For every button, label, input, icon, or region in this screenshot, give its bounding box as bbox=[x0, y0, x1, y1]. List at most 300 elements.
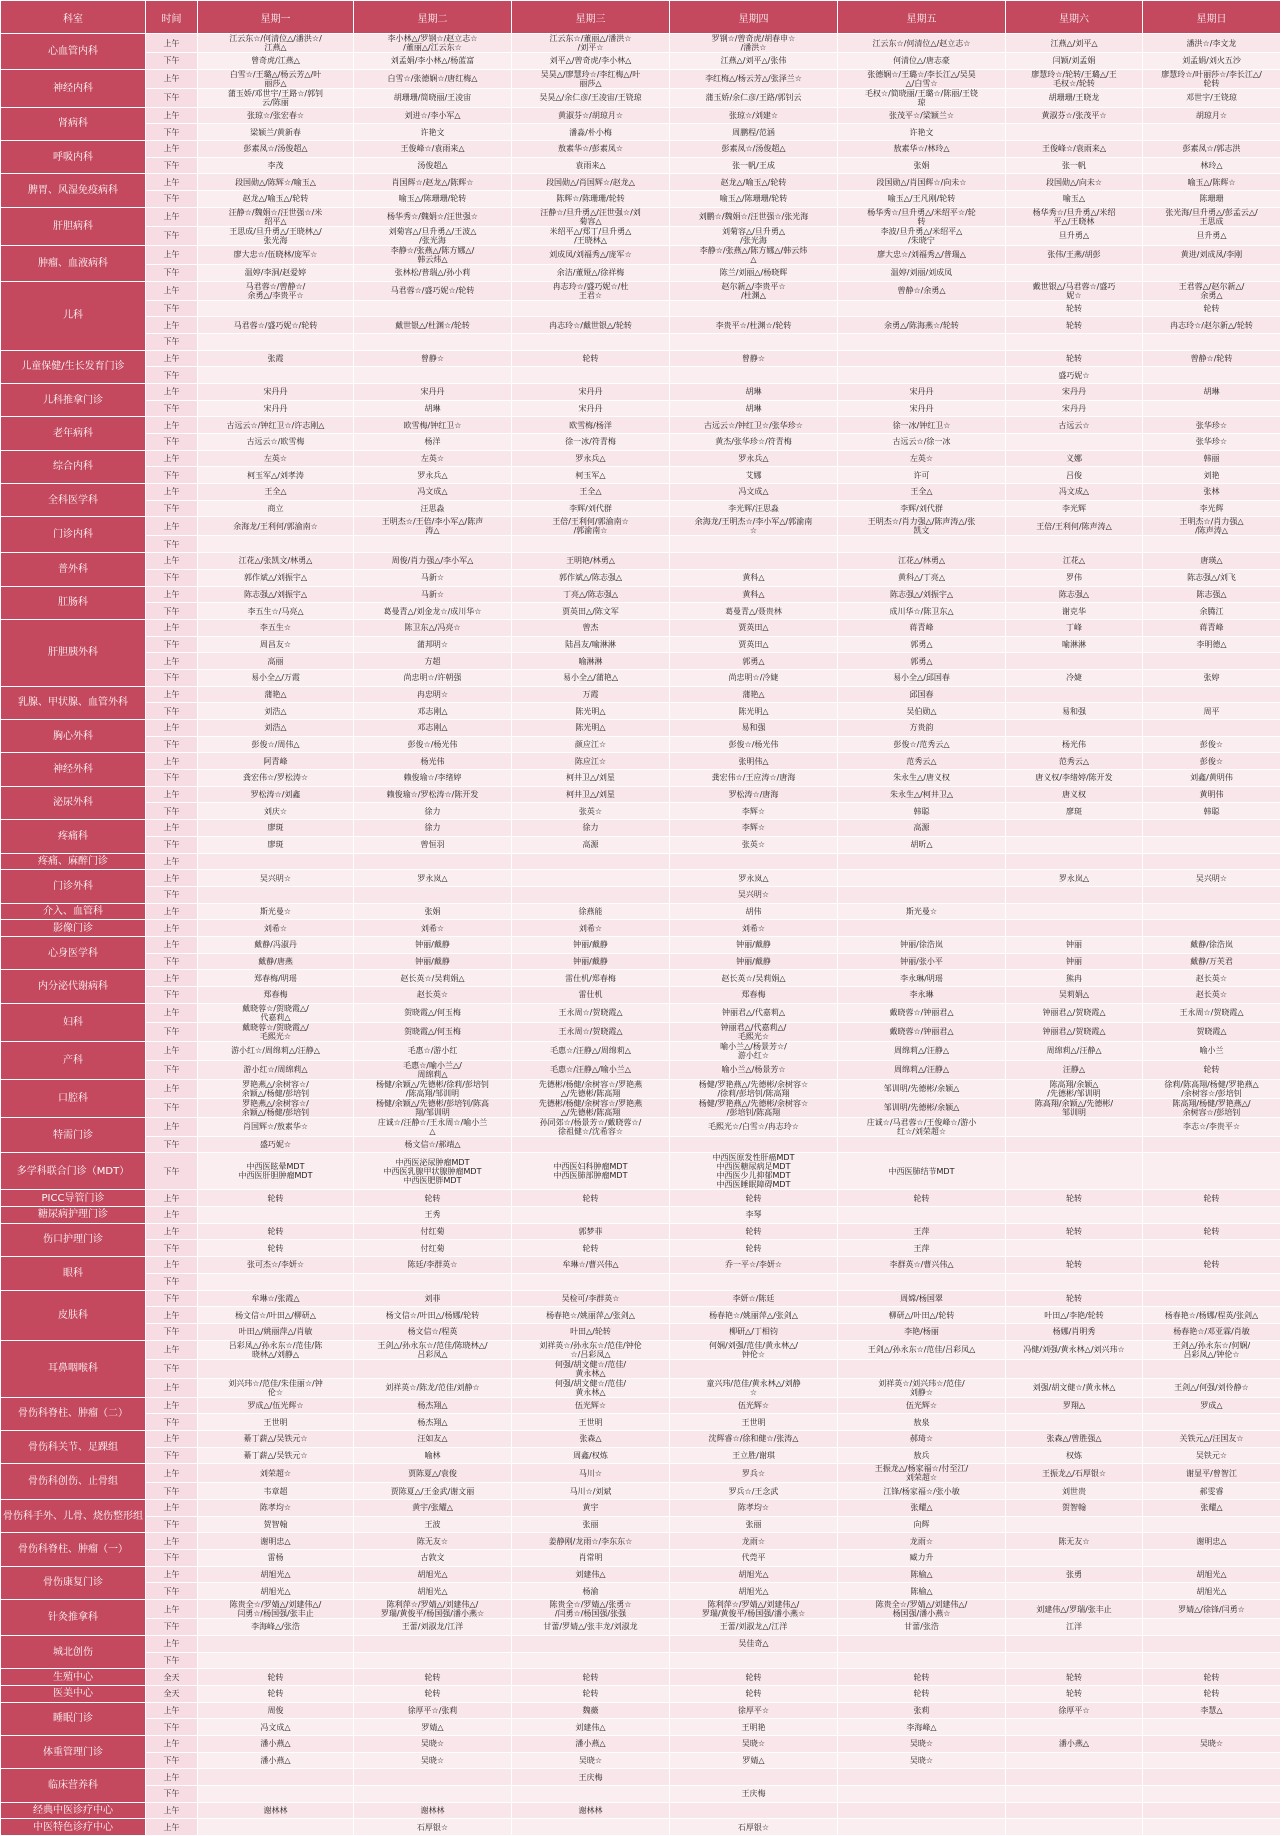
doctor-cell: 易小全△/万霞 bbox=[198, 669, 354, 686]
session-time: 下午 bbox=[146, 836, 198, 853]
doctor-cell: 谢林林 bbox=[354, 1802, 512, 1819]
table-row bbox=[1, 636, 1281, 653]
session-time: 上午 bbox=[146, 970, 198, 987]
doctor-cell: 葛曼青△/刘金龙☆/成川华☆ bbox=[354, 603, 512, 620]
doctor-cell: 汪思淼 bbox=[354, 500, 512, 517]
session-time: 上午 bbox=[146, 517, 198, 536]
doctor-cell bbox=[198, 536, 354, 553]
doctor-cell bbox=[354, 536, 512, 553]
doctor-cell: 徐一冰/钟红卫☆ bbox=[838, 417, 1006, 434]
session-time: 上午 bbox=[146, 1207, 198, 1224]
doctor-cell: 刘希☆ bbox=[354, 920, 512, 937]
session-time: 上午 bbox=[146, 586, 198, 603]
doctor-cell: 钟丽君△/贺晓霞△ bbox=[1006, 1022, 1143, 1041]
doctor-cell bbox=[512, 1273, 670, 1290]
table-row bbox=[1, 124, 1281, 141]
doctor-cell: 柯井卫△/刘星 bbox=[512, 770, 670, 787]
doctor-cell: 蒲玉娇/邓世宇/王路☆/郭钊 云/陈丽 bbox=[198, 88, 354, 107]
doctor-cell: 周平 bbox=[1143, 703, 1281, 720]
doctor-cell: 李辉/刘代群 bbox=[838, 500, 1006, 517]
doctor-cell: 杨春艳☆/杨娜/程英/张剑△ bbox=[1143, 1307, 1281, 1324]
header-time: 时间 bbox=[146, 1, 198, 34]
doctor-cell: 曾静☆ bbox=[670, 350, 838, 367]
session-time: 下午 bbox=[146, 1022, 198, 1041]
doctor-cell: 胡旭光△ bbox=[354, 1583, 512, 1600]
session-time: 上午 bbox=[146, 281, 198, 300]
doctor-cell: 胡琼月☆ bbox=[1143, 107, 1281, 124]
session-time: 上午 bbox=[146, 350, 198, 367]
doctor-cell bbox=[838, 333, 1006, 350]
doctor-cell: 黄明伟 bbox=[1143, 786, 1281, 803]
doctor-cell: 吴铁元☆ bbox=[1143, 1447, 1281, 1464]
doctor-cell: 欧雪梅/钟红卫☆ bbox=[354, 417, 512, 434]
doctor-cell: 张婷 bbox=[1143, 669, 1281, 686]
doctor-cell: 赵长英☆/吴莉娟△ bbox=[354, 970, 512, 987]
department-name: 内分泌代谢病科 bbox=[1, 970, 146, 1003]
doctor-cell: 李明德△ bbox=[1143, 636, 1281, 653]
doctor-cell: 马君蓉☆/盛巧妮☆/轮转 bbox=[354, 281, 512, 300]
doctor-cell: 中西医妇科肿瘤MDT 中西医肺部肿瘤MDT bbox=[512, 1153, 670, 1190]
doctor-cell: 徐厚平☆ bbox=[670, 1702, 838, 1719]
doctor-cell: 杨春艳☆/姚丽萍△/张剑△ bbox=[512, 1307, 670, 1324]
doctor-cell: 陈高翔/杨健/罗艳燕△/ 余树容☆/彭培钊 bbox=[1143, 1098, 1281, 1117]
doctor-cell bbox=[1006, 1136, 1143, 1153]
doctor-cell bbox=[670, 1359, 838, 1378]
doctor-cell bbox=[838, 1769, 1006, 1786]
doctor-cell: 王倍/王利何/陈声涛△ bbox=[1006, 517, 1143, 536]
doctor-cell: 钟丽/戴静 bbox=[354, 936, 512, 953]
table-row bbox=[1, 720, 1281, 737]
session-time: 下午 bbox=[146, 124, 198, 141]
doctor-cell: 江燕△/刘平△/张伟 bbox=[670, 53, 838, 70]
doctor-cell: 周鹏程/范涵 bbox=[670, 124, 838, 141]
doctor-cell: 张霞 bbox=[198, 350, 354, 367]
session-time: 下午 bbox=[146, 1414, 198, 1431]
doctor-cell: 王俊峰☆/袁雨来△ bbox=[354, 141, 512, 158]
doctor-cell: 杨文信☆/郝靖△ bbox=[354, 1136, 512, 1153]
session-time: 上午 bbox=[146, 903, 198, 920]
doctor-cell bbox=[198, 1207, 354, 1224]
department-name: 泌尿外科 bbox=[1, 786, 146, 819]
doctor-cell: 李辉/刘代群 bbox=[512, 500, 670, 517]
doctor-cell: 何强/胡文健☆/范佳/ 黄永林△ bbox=[512, 1359, 670, 1378]
department-name: 肛肠科 bbox=[1, 586, 146, 619]
session-time: 上午 bbox=[146, 1819, 198, 1836]
doctor-cell: 王明杰☆/王倍/李小军△/陈声 涛△ bbox=[354, 517, 512, 536]
doctor-cell: 余洁/董娅△/徐祥梅 bbox=[512, 264, 670, 281]
doctor-cell: 刘希☆ bbox=[512, 920, 670, 937]
doctor-cell: 敖素华☆/彭素凤☆ bbox=[512, 141, 670, 158]
session-time: 上午 bbox=[146, 1378, 198, 1397]
table-row bbox=[1, 1500, 1281, 1517]
doctor-cell: 曾恒羽 bbox=[354, 836, 512, 853]
doctor-cell: 张茂平☆/梁颖兰☆ bbox=[838, 107, 1006, 124]
doctor-cell: 胡琳 bbox=[670, 383, 838, 400]
table-row bbox=[1, 1583, 1281, 1600]
doctor-cell: 陈志强△/刘振宇△ bbox=[198, 586, 354, 603]
doctor-cell: 刘建伟△/罗瑞/张丰止 bbox=[1006, 1600, 1143, 1619]
doctor-cell: 闫颖/刘孟娟 bbox=[1006, 53, 1143, 70]
doctor-cell: 冯文成△ bbox=[1006, 484, 1143, 501]
doctor-cell: 张勇 bbox=[1006, 1566, 1143, 1583]
doctor-cell bbox=[354, 300, 512, 317]
doctor-cell: 刘建伟△ bbox=[512, 1719, 670, 1736]
session-time: 上午 bbox=[146, 1566, 198, 1583]
doctor-cell: 彭素凤☆/汤俊超△ bbox=[198, 141, 354, 158]
doctor-cell: 商立 bbox=[198, 500, 354, 517]
department-name: 神经外科 bbox=[1, 753, 146, 786]
doctor-cell bbox=[198, 300, 354, 317]
doctor-cell: 冉志玲☆/戴世银△/轮转 bbox=[512, 317, 670, 334]
doctor-cell: 彭俊☆ bbox=[1143, 753, 1281, 770]
doctor-cell: 潘淼/朴小梅 bbox=[512, 124, 670, 141]
doctor-cell bbox=[1143, 653, 1281, 670]
doctor-cell: 毛权☆/简晓丽/王璐☆/陈丽/王铙 琼 bbox=[838, 88, 1006, 107]
header-tue: 星期二 bbox=[354, 1, 512, 34]
doctor-cell: 罗艳燕△/余树容☆/ 余颖△/杨健/彭培钊 bbox=[198, 1098, 354, 1117]
doctor-cell: 段国勋△/肖国辉☆/赵龙△ bbox=[512, 174, 670, 191]
doctor-cell bbox=[1143, 1516, 1281, 1533]
doctor-cell: 吴昊△/廖慧玲☆/李红梅△/叶 丽莎△ bbox=[512, 69, 670, 88]
doctor-cell: 轮转 bbox=[838, 1190, 1006, 1207]
doctor-cell: 郝琦☆ bbox=[838, 1430, 1006, 1447]
doctor-cell: 马新☆ bbox=[354, 569, 512, 586]
doctor-cell: 马君蓉☆/曾静☆/ 余勇△/李贵平☆ bbox=[198, 281, 354, 300]
doctor-cell: 张森△/曾胜强△ bbox=[1006, 1430, 1143, 1447]
table-row bbox=[1, 753, 1281, 770]
doctor-cell: 王波 bbox=[354, 1516, 512, 1533]
doctor-cell bbox=[1143, 1619, 1281, 1636]
table-row bbox=[1, 1207, 1281, 1224]
table-row bbox=[1, 1273, 1281, 1290]
table-row bbox=[1, 653, 1281, 670]
doctor-cell: 郭作斌△/陈志强△ bbox=[512, 569, 670, 586]
table-row bbox=[1, 619, 1281, 636]
table-row bbox=[1, 1290, 1281, 1307]
doctor-cell: 徐莉/陈高翔/杨健/罗艳燕△ /余树容☆/彭培钊 bbox=[1143, 1079, 1281, 1098]
table-row bbox=[1, 1619, 1281, 1636]
table-row bbox=[1, 69, 1281, 88]
doctor-cell: 唐义权 bbox=[1006, 786, 1143, 803]
doctor-cell: 黄科△/丁亮△ bbox=[838, 569, 1006, 586]
doctor-cell: 贾陈夏△/袁俊 bbox=[354, 1464, 512, 1483]
doctor-cell: 左英☆ bbox=[354, 450, 512, 467]
doctor-cell: 汪静△ bbox=[1006, 1060, 1143, 1079]
doctor-cell: 曾静☆/轮转 bbox=[1143, 350, 1281, 367]
doctor-cell: 钟丽/戴静 bbox=[354, 953, 512, 970]
department-name: 中医特色诊疗中心 bbox=[1, 1819, 146, 1836]
doctor-cell: 伍光辉☆ bbox=[512, 1397, 670, 1414]
session-time: 上午 bbox=[146, 1041, 198, 1060]
header-wed: 星期三 bbox=[512, 1, 670, 34]
session-time: 下午 bbox=[146, 770, 198, 787]
doctor-cell: 王剑△/何强/刘伶静☆ bbox=[1143, 1378, 1281, 1397]
doctor-cell: 胡昕△ bbox=[838, 836, 1006, 853]
doctor-cell bbox=[1143, 920, 1281, 937]
table-header bbox=[1, 1, 1281, 34]
department-name: 乳腺、甲状腺、血管外科 bbox=[1, 686, 146, 719]
doctor-cell: 李茂 bbox=[198, 157, 354, 174]
table-row bbox=[1, 1223, 1281, 1240]
session-time: 上午 bbox=[146, 1702, 198, 1719]
table-row bbox=[1, 1483, 1281, 1500]
doctor-cell bbox=[198, 1359, 354, 1378]
doctor-cell: 游小红☆/周绵莉△ bbox=[198, 1060, 354, 1079]
session-time: 上午 bbox=[146, 69, 198, 88]
doctor-cell: 钟丽君△/贺晓霞△ bbox=[1006, 1003, 1143, 1022]
doctor-cell bbox=[1143, 1136, 1281, 1153]
table-row bbox=[1, 1041, 1281, 1060]
doctor-cell: 韦章超 bbox=[198, 1483, 354, 1500]
doctor-cell bbox=[1006, 920, 1143, 937]
doctor-cell bbox=[1143, 264, 1281, 281]
header-fri: 星期五 bbox=[838, 1, 1006, 34]
doctor-cell: 刘祥英☆/孙永东☆/范佳/钟伦 ☆/吕彩凤△ bbox=[512, 1340, 670, 1359]
doctor-cell: 轮转 bbox=[670, 1685, 838, 1702]
doctor-cell: 陈卫东△/冯亮☆ bbox=[354, 619, 512, 636]
doctor-cell: 张德娴☆/王璐☆/李长江△/吴昊 △/白雪☆ bbox=[838, 69, 1006, 88]
doctor-cell: 戴晓蓉☆/贺晓霞△/ 毛熙光☆ bbox=[198, 1022, 354, 1041]
doctor-cell: 方超 bbox=[354, 653, 512, 670]
session-time: 下午 bbox=[146, 1583, 198, 1600]
table-row bbox=[1, 467, 1281, 484]
doctor-cell: 周绵莉△/汪静△ bbox=[838, 1060, 1006, 1079]
doctor-cell: 汪如友△ bbox=[354, 1430, 512, 1447]
doctor-cell: 王萍 bbox=[838, 1240, 1006, 1257]
doctor-cell: 钟丽 bbox=[1006, 936, 1143, 953]
table-row bbox=[1, 770, 1281, 787]
doctor-cell bbox=[1143, 536, 1281, 553]
table-row bbox=[1, 1752, 1281, 1769]
doctor-cell bbox=[1006, 820, 1143, 837]
doctor-cell: 胡琳 bbox=[354, 400, 512, 417]
doctor-cell: 宋丹丹 bbox=[838, 383, 1006, 400]
doctor-cell: 冉忠明☆ bbox=[354, 686, 512, 703]
doctor-cell: 丁亮△/陈志强△ bbox=[512, 586, 670, 603]
doctor-cell: 李海峰△ bbox=[838, 1719, 1006, 1736]
table-row bbox=[1, 1533, 1281, 1550]
doctor-cell bbox=[354, 1273, 512, 1290]
doctor-cell: 中西医肺结节MDT bbox=[838, 1153, 1006, 1190]
doctor-cell: 张华珍☆ bbox=[1143, 417, 1281, 434]
doctor-cell: 盛巧妮☆ bbox=[1006, 367, 1143, 384]
doctor-cell: 罗兵☆/王念武 bbox=[670, 1483, 838, 1500]
doctor-cell: 古敦文 bbox=[354, 1550, 512, 1567]
department-name: 疼痛、麻醉门诊 bbox=[1, 853, 146, 870]
doctor-cell: 肖国辉☆/赵龙△/陈辉☆ bbox=[354, 174, 512, 191]
doctor-cell: 胡珊珊/简晓丽/王凌宙 bbox=[354, 88, 512, 107]
doctor-cell: 轮转 bbox=[1006, 1190, 1143, 1207]
doctor-cell: 高源 bbox=[512, 836, 670, 853]
doctor-cell bbox=[512, 536, 670, 553]
doctor-cell: 李辉☆ bbox=[670, 803, 838, 820]
session-time: 下午 bbox=[146, 1652, 198, 1669]
department-name: 临床营养科 bbox=[1, 1769, 146, 1802]
doctor-cell: 廖斑 bbox=[198, 836, 354, 853]
doctor-cell: 王永周☆/贺晓霞△ bbox=[1143, 1003, 1281, 1022]
doctor-cell: 徐力 bbox=[354, 803, 512, 820]
table-row bbox=[1, 686, 1281, 703]
doctor-cell: 许可 bbox=[838, 467, 1006, 484]
doctor-cell: 谢林林 bbox=[512, 1802, 670, 1819]
session-time: 下午 bbox=[146, 191, 198, 208]
doctor-cell: 宋丹丹 bbox=[1006, 400, 1143, 417]
doctor-cell: 罗永岚△ bbox=[670, 870, 838, 887]
doctor-cell bbox=[198, 1786, 354, 1803]
doctor-cell: 古远云☆/徐一冰 bbox=[838, 434, 1006, 451]
doctor-cell: 张琼☆/刘建☆ bbox=[670, 107, 838, 124]
doctor-cell: 宋丹丹 bbox=[198, 383, 354, 400]
doctor-cell: 轮转 bbox=[1143, 1685, 1281, 1702]
doctor-cell bbox=[1006, 536, 1143, 553]
doctor-cell: 牟琳☆/曹兴伟△ bbox=[512, 1257, 670, 1274]
session-time: 上午 bbox=[146, 920, 198, 937]
doctor-cell: 韩聪 bbox=[838, 803, 1006, 820]
doctor-cell bbox=[1006, 1769, 1143, 1786]
doctor-cell: 张伟/王燕/胡彭 bbox=[1006, 245, 1143, 264]
doctor-cell: 向辉 bbox=[838, 1516, 1006, 1533]
session-time: 上午 bbox=[146, 553, 198, 570]
doctor-cell: 陈贵全☆/罗婧△/刘建伟△/ 杨国强/潘小燕☆ bbox=[838, 1600, 1006, 1619]
session-time: 下午 bbox=[146, 603, 198, 620]
doctor-cell: 段国勋△/肖国辉☆/向未☆ bbox=[838, 174, 1006, 191]
table-row bbox=[1, 786, 1281, 803]
doctor-cell: 龙雨☆ bbox=[838, 1533, 1006, 1550]
doctor-cell: 古远云☆/钟红卫☆/许志刚△ bbox=[198, 417, 354, 434]
session-time: 上午 bbox=[146, 1802, 198, 1819]
doctor-cell: 郑春梅 bbox=[670, 987, 838, 1004]
session-time: 上午 bbox=[146, 484, 198, 501]
doctor-cell: 刘孟娟/刘火五沙 bbox=[1143, 53, 1281, 70]
doctor-cell: 刘菊容△/旦升勇△ /张光海 bbox=[670, 226, 838, 245]
doctor-cell bbox=[1006, 1153, 1143, 1190]
table-row bbox=[1, 536, 1281, 553]
doctor-cell: 李光辉 bbox=[1143, 500, 1281, 517]
doctor-cell: 宋丹丹 bbox=[354, 383, 512, 400]
doctor-cell bbox=[1006, 886, 1143, 903]
doctor-cell bbox=[838, 870, 1006, 887]
doctor-cell bbox=[1006, 333, 1143, 350]
table-body bbox=[1, 34, 1281, 1836]
doctor-cell: 轮转 bbox=[1143, 1190, 1281, 1207]
doctor-cell: 陈兰/刘丽△/杨晓辉 bbox=[670, 264, 838, 281]
doctor-cell: 轮转 bbox=[1006, 1223, 1143, 1240]
doctor-cell bbox=[512, 1207, 670, 1224]
doctor-cell bbox=[838, 1359, 1006, 1378]
session-time: 上午 bbox=[146, 34, 198, 53]
doctor-cell: 轮转 bbox=[670, 1669, 838, 1686]
doctor-cell: 蒲艳△ bbox=[198, 686, 354, 703]
department-name: 特需门诊 bbox=[1, 1117, 146, 1153]
doctor-cell: 郑春梅/明瑶 bbox=[198, 970, 354, 987]
doctor-cell bbox=[512, 886, 670, 903]
session-time: 上午 bbox=[146, 317, 198, 334]
session-time: 全天 bbox=[146, 1685, 198, 1702]
doctor-cell: 朱永生△/柯井卫△ bbox=[838, 786, 1006, 803]
department-name: 儿科 bbox=[1, 281, 146, 350]
session-time: 上午 bbox=[146, 1307, 198, 1324]
doctor-cell: 汪静☆/魏娟☆/汪世强☆/米 绍平△ bbox=[198, 207, 354, 226]
doctor-cell: 郭梦菲 bbox=[512, 1223, 670, 1240]
doctor-cell: 范秀云△ bbox=[1006, 753, 1143, 770]
doctor-cell: 戴静/唐燕 bbox=[198, 953, 354, 970]
doctor-cell: 蒋青峰 bbox=[838, 619, 1006, 636]
doctor-cell: 轮转 bbox=[512, 1190, 670, 1207]
table-row bbox=[1, 245, 1281, 264]
doctor-cell: 何清位△/唐志豪 bbox=[838, 53, 1006, 70]
doctor-cell: 张丽 bbox=[512, 1516, 670, 1533]
doctor-cell: 廖大忠☆/伍晓林/庞军☆ bbox=[198, 245, 354, 264]
session-time: 下午 bbox=[146, 1359, 198, 1378]
doctor-cell: 张一帆 bbox=[1006, 157, 1143, 174]
doctor-cell bbox=[354, 333, 512, 350]
doctor-cell: 石厚银☆ bbox=[670, 1819, 838, 1836]
doctor-cell bbox=[1143, 1652, 1281, 1669]
doctor-cell bbox=[1006, 1414, 1143, 1431]
session-time: 全天 bbox=[146, 1669, 198, 1686]
doctor-cell: 杨春艳☆/邓亚霖/肖敏 bbox=[1143, 1323, 1281, 1340]
doctor-cell: 万霞 bbox=[512, 686, 670, 703]
doctor-cell bbox=[512, 1819, 670, 1836]
doctor-cell: 轮转 bbox=[838, 1685, 1006, 1702]
session-time: 下午 bbox=[146, 569, 198, 586]
doctor-cell: 杨杰翔△ bbox=[354, 1414, 512, 1431]
doctor-cell: 李永琳 bbox=[838, 987, 1006, 1004]
doctor-cell: 王立胜/谢琪 bbox=[670, 1447, 838, 1464]
doctor-cell: 陈榆△ bbox=[838, 1583, 1006, 1600]
doctor-cell: 王倍/王利何/郭渝南☆ /郭渝南☆ bbox=[512, 517, 670, 536]
table-row bbox=[1, 870, 1281, 887]
doctor-cell: 牟琳☆/张霞△ bbox=[198, 1290, 354, 1307]
doctor-cell bbox=[512, 1136, 670, 1153]
doctor-cell: 王世明 bbox=[512, 1414, 670, 1431]
department-name: 介入、血管科 bbox=[1, 903, 146, 920]
session-time: 下午 bbox=[146, 1060, 198, 1079]
doctor-cell: 江锋/杨家福☆/张小敏 bbox=[838, 1483, 1006, 1500]
doctor-cell: 徐燕能 bbox=[512, 903, 670, 920]
doctor-cell: 刘鑫/黄明伟 bbox=[1143, 770, 1281, 787]
table-row bbox=[1, 1240, 1281, 1257]
doctor-cell bbox=[1143, 124, 1281, 141]
doctor-cell: 吴晓☆ bbox=[1143, 1735, 1281, 1752]
doctor-cell bbox=[670, 1802, 838, 1819]
doctor-cell: 魏薇 bbox=[512, 1702, 670, 1719]
doctor-cell: 戴晓蓉☆/钟丽君△ bbox=[838, 1003, 1006, 1022]
doctor-cell: 钟丽君△/代嘉莉△ bbox=[670, 1003, 838, 1022]
doctor-cell: 廖斑 bbox=[198, 820, 354, 837]
doctor-cell: 郭勇△ bbox=[838, 636, 1006, 653]
doctor-cell bbox=[198, 853, 354, 870]
doctor-cell: 轮转 bbox=[354, 1190, 512, 1207]
session-time: 下午 bbox=[146, 1752, 198, 1769]
doctor-cell: 潘小燕△ bbox=[1006, 1735, 1143, 1752]
doctor-cell bbox=[1006, 264, 1143, 281]
doctor-cell bbox=[1006, 1516, 1143, 1533]
doctor-cell bbox=[1006, 434, 1143, 451]
department-name: 肝胆胰外科 bbox=[1, 619, 146, 686]
doctor-cell: 周鑫/权炼 bbox=[512, 1447, 670, 1464]
doctor-cell: 陈廷/李群英☆ bbox=[354, 1257, 512, 1274]
doctor-cell: 冷婕 bbox=[1006, 669, 1143, 686]
doctor-cell bbox=[670, 1136, 838, 1153]
table-row bbox=[1, 803, 1281, 820]
session-time: 上午 bbox=[146, 853, 198, 870]
doctor-cell: 王蕾/刘淑龙/江洋 bbox=[354, 1619, 512, 1636]
doctor-cell: 刘建伟△ bbox=[512, 1566, 670, 1583]
session-time: 下午 bbox=[146, 886, 198, 903]
doctor-cell: 轮转 bbox=[1006, 1685, 1143, 1702]
doctor-cell: 轮转 bbox=[198, 1669, 354, 1686]
